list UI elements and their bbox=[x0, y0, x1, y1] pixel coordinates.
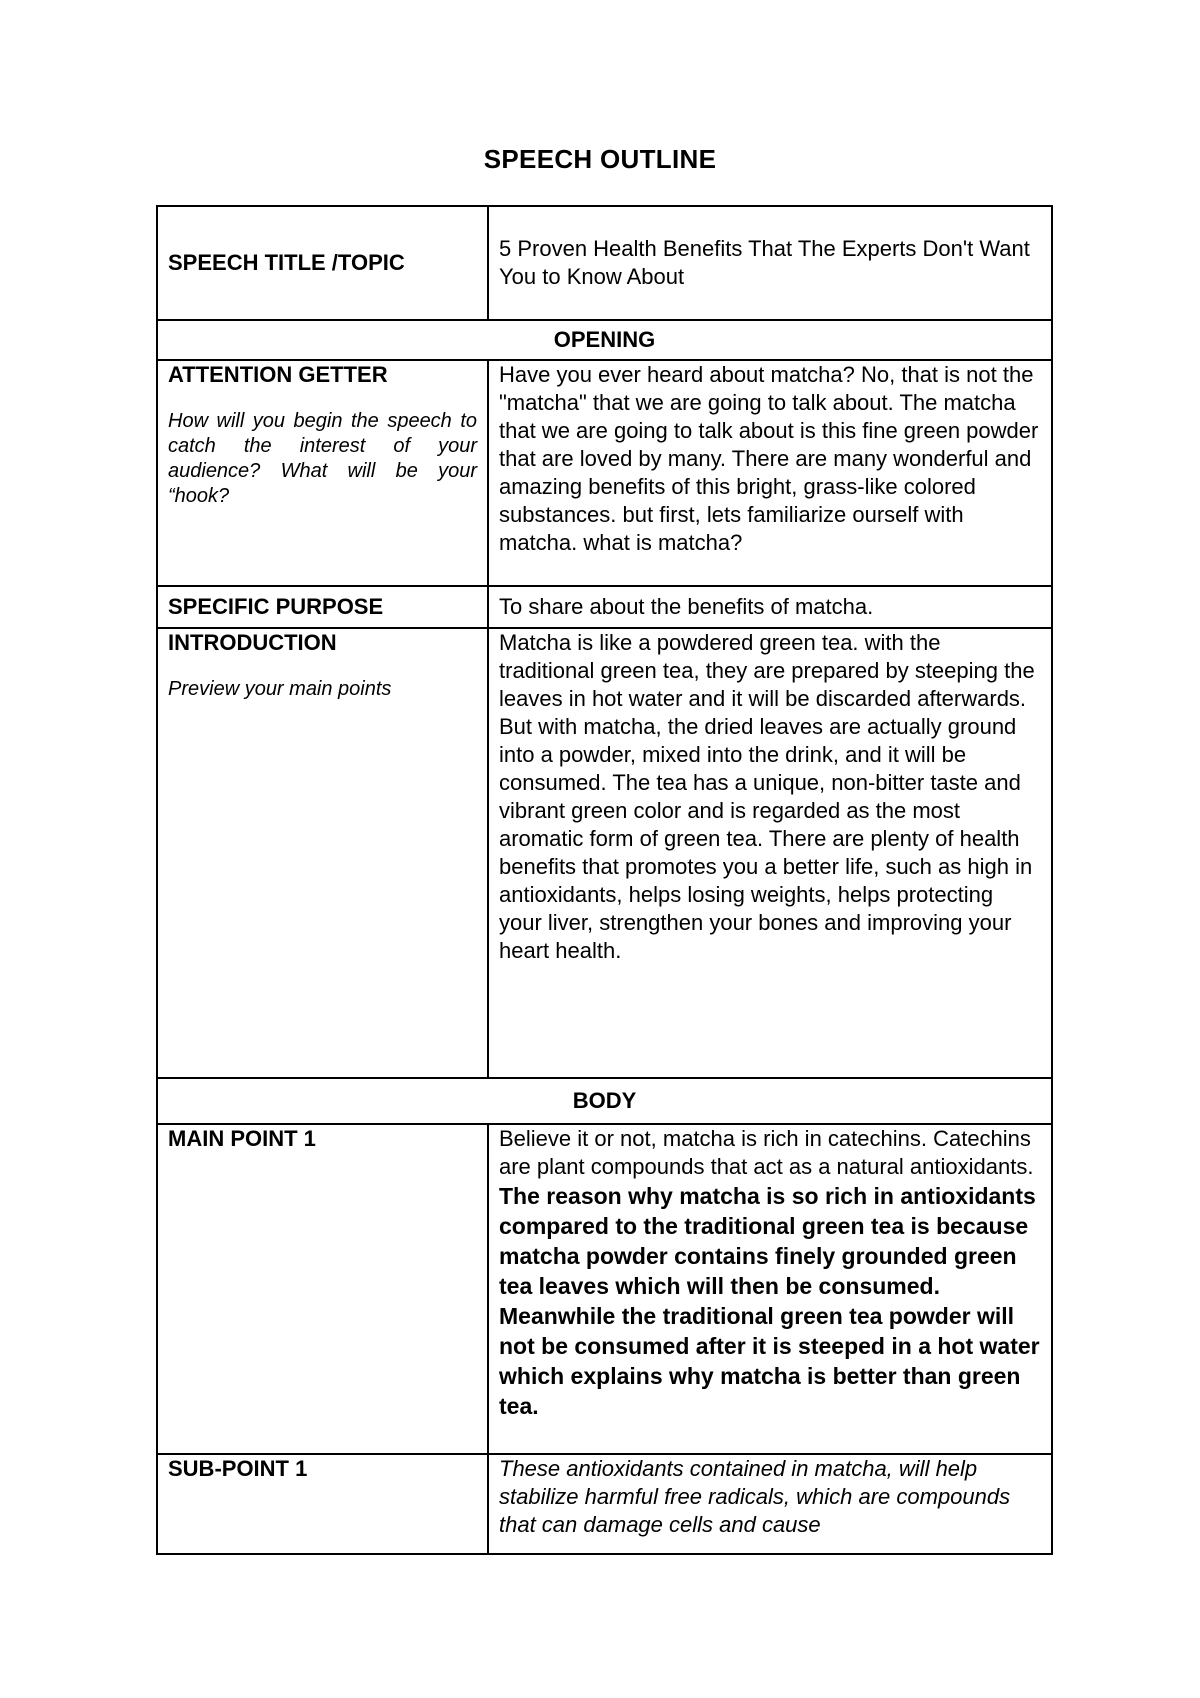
value-cell bbox=[488, 1454, 1052, 1554]
speech-title-label: SPEECH TITLE /TOPIC bbox=[168, 250, 405, 275]
section-body bbox=[157, 1078, 1052, 1124]
attention-getter-value: Have you ever heard about matcha? No, that is not the "matcha" that we are going to talk about. The matcha that we are going to talk about is this fine green powder that are loved by many. There are many wonderful and amazing benefits of this bright, grass-like colored substances. but first, lets familiarize ourself with matcha. what is matcha? bbox=[499, 362, 1039, 555]
value-cell bbox=[488, 360, 1052, 586]
sub-point-1-value: These antioxidants contained in matcha, will help stabilize harmful free radicals, which are compounds that can damage cells and cause bbox=[499, 1456, 1011, 1537]
label-cell bbox=[157, 628, 488, 1078]
label-cell bbox=[157, 586, 488, 628]
main-point-1-value-bold: The reason why matcha is so rich in antioxidants compared to the traditional green tea is because matcha powder contains finely grounded green tea leaves which will then be consumed. Meanwhile the traditional green tea powder will not be consumed after it is steeped in a hot water which explains why matcha is better than green tea. bbox=[499, 1183, 1040, 1419]
row-specific-purpose bbox=[157, 586, 1052, 628]
row-main-point-1 bbox=[157, 1124, 1052, 1454]
page-title: SPEECH OUTLINE bbox=[483, 144, 717, 174]
sub-point-1-label: SUB-POINT 1 bbox=[168, 1456, 308, 1481]
row-introduction bbox=[157, 628, 1052, 1078]
specific-purpose-value: To share about the benefits of matcha. bbox=[499, 594, 874, 619]
main-point-1-value-plain: Believe it or not, matcha is rich in catechins. Catechins are plant compounds that act as a natural antioxidants. bbox=[499, 1126, 1034, 1179]
section-opening bbox=[157, 320, 1052, 360]
opening-header: OPENING bbox=[157, 320, 1052, 360]
body-header: BODY bbox=[157, 1078, 1052, 1124]
speech-outline-table bbox=[156, 205, 1053, 1555]
value-cell bbox=[488, 206, 1052, 320]
value-cell bbox=[488, 586, 1052, 628]
row-attention-getter bbox=[157, 360, 1052, 586]
label-cell bbox=[157, 206, 488, 320]
value-cell bbox=[488, 1124, 1052, 1454]
label-cell bbox=[157, 1124, 488, 1454]
introduction-label: INTRODUCTION bbox=[168, 630, 337, 655]
row-speech-title bbox=[157, 206, 1052, 320]
speech-title-value: 5 Proven Health Benefits That The Experts Don't Want You to Know About bbox=[499, 236, 1030, 289]
specific-purpose-label: SPECIFIC PURPOSE bbox=[168, 594, 384, 619]
label-cell bbox=[157, 360, 488, 586]
main-point-1-label: MAIN POINT 1 bbox=[168, 1126, 316, 1151]
attention-getter-note: How will you begin the speech to catch the interest of your audience? What will be your “hook? bbox=[168, 410, 477, 507]
row-sub-point-1 bbox=[157, 1454, 1052, 1554]
attention-getter-label: ATTENTION GETTER bbox=[168, 362, 388, 387]
label-cell bbox=[157, 1454, 488, 1554]
introduction-note: Preview your main points bbox=[168, 678, 392, 700]
introduction-value: Matcha is like a powdered green tea. with the traditional green tea, they are prepared by steeping the leaves in hot water and it will be discarded afterwards. But with matcha, the dried leaves are actually ground into a powder, mixed into the drink, and it will be consumed. The tea has a unique, non-bitter taste and vibrant green color and is regarded as the most aromatic form of green tea. There are plenty of health benefits that promotes you a better life, such as high in antioxidants, helps losing weights, helps protecting your liver, strengthen your bones and improving your heart health. bbox=[499, 630, 1035, 963]
value-cell bbox=[488, 628, 1052, 1078]
